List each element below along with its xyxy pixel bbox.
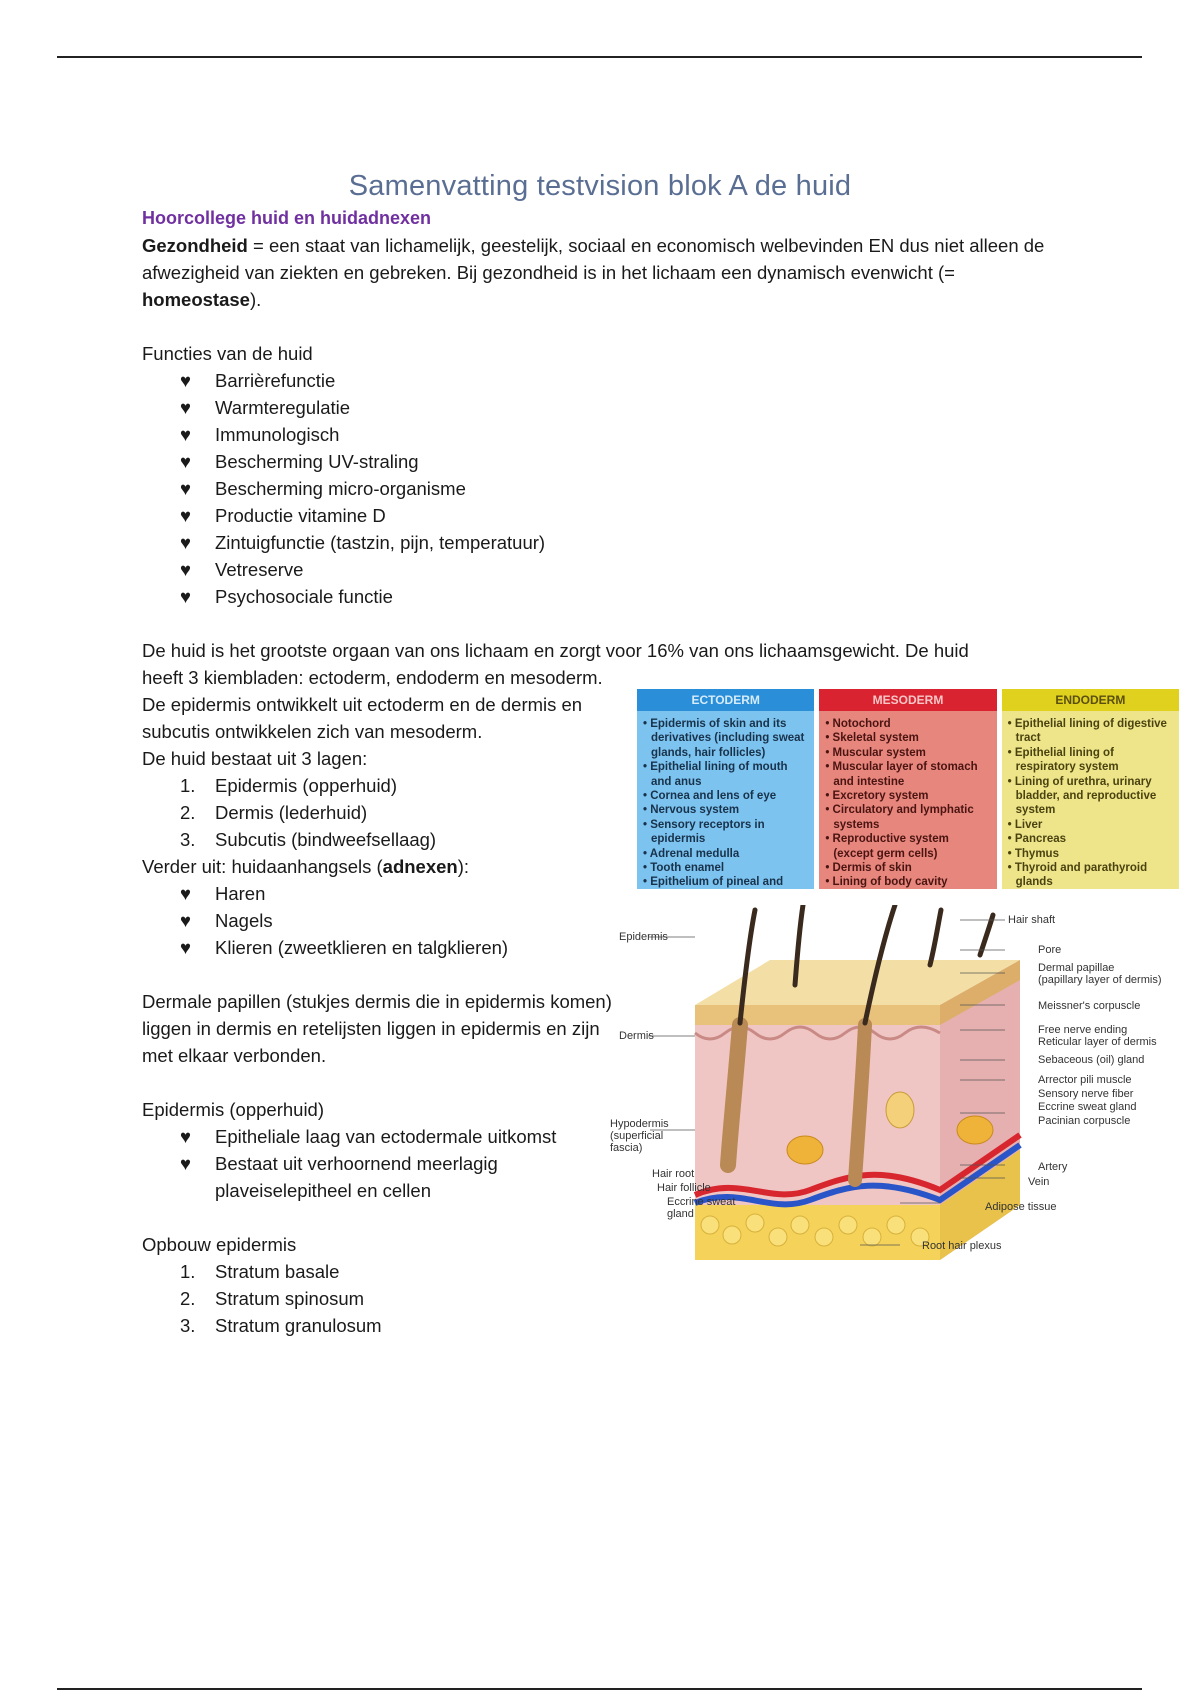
heart-bullet-icon: ♥: [180, 1126, 191, 1147]
functions-list: [142, 367, 1042, 610]
label-gland: gland: [667, 1208, 694, 1220]
label-epidermis: Epidermis: [619, 931, 668, 943]
heart-bullet-icon: ♥: [180, 937, 191, 958]
heart-bullet-icon: ♥: [180, 397, 191, 418]
list-item: 3. Subcutis (bindweefsellaag): [180, 829, 437, 850]
heart-bullet-icon: ♥: [180, 451, 191, 472]
germ-layer-table: [637, 689, 1179, 889]
list-item: ♥ Epitheliale laag van ectodermale uitkomst: [142, 1123, 612, 1150]
label-free-nerve: Free nerve ending: [1038, 1024, 1128, 1036]
heart-bullet-icon: ♥: [180, 478, 191, 499]
functions-heading: Functies van de huid: [142, 343, 313, 364]
layers-heading: De huid bestaat uit 3 lagen:: [142, 748, 368, 769]
ectoderm-items: • Epidermis of skin and its derivatives (including sweat glands, hair follicles) • Epithelial lining of mouth and anus • Cornea and lens of eye • Nervous system • Sensory receptors in epidermis • Adrenal medulla • Tooth enamel • Epithelium of pineal and: [637, 711, 814, 889]
list-item: 1. Stratum basale: [180, 1261, 340, 1282]
list-item: ♥ Zintuigfunctie (tastzin, pijn, temperatuur): [142, 529, 1042, 556]
adnex-heading: Verder uit: huidaanhangsels (adnexen):: [142, 856, 470, 877]
label-superficial: (superficial: [610, 1130, 664, 1142]
label-hypodermis: Hypodermis: [610, 1118, 669, 1130]
label-adipose: Adipose tissue: [985, 1201, 1057, 1213]
page-title: Samenvatting testvision blok A de huid: [348, 170, 852, 202]
ectoderm-header: ECTODERM: [637, 689, 814, 711]
list-item: ♥ Klieren (zweetklieren en talgklieren): [142, 934, 1042, 961]
opbouw-heading: Opbouw epidermis: [142, 1234, 297, 1255]
label-arrector: Arrector pili muscle: [1038, 1074, 1132, 1086]
list-item: ♥ Barrièrefunctie: [142, 367, 1042, 394]
epidermis-list: [142, 1123, 612, 1204]
intro-paragraph: [142, 232, 1047, 313]
label-dermis: Dermis: [619, 1030, 654, 1042]
endoderm-header: ENDODERM: [1002, 689, 1179, 711]
list-item: 3. Stratum granulosum: [180, 1315, 382, 1336]
heart-bullet-icon: ♥: [180, 424, 191, 445]
heart-bullet-icon: ♥: [180, 505, 191, 526]
label-papillary-layer: (papillary layer of dermis): [1038, 974, 1162, 986]
intro-text-end: ).: [249, 289, 262, 310]
list-item: ♥ Bestaat uit verhoornend meerlagig plaveiselepitheel en cellen: [142, 1150, 612, 1204]
mesoderm-items: • Notochord • Skeletal system • Muscular system • Muscular layer of stomach and intestine • Excretory system • Circulatory and lymphatic systems • Reproductive system (except germ cells) • Dermis of skin • Lining of body cavity: [819, 711, 996, 889]
label-artery: Artery: [1038, 1161, 1068, 1173]
ectoderm-column: [637, 689, 814, 889]
label-sensory-nerve: Sensory nerve fiber: [1038, 1088, 1134, 1100]
footer-rule: [57, 1688, 1142, 1690]
label-sebaceous: Sebaceous (oil) gland: [1038, 1054, 1145, 1066]
endoderm-column: [1002, 689, 1179, 889]
heart-bullet-icon: ♥: [180, 532, 191, 553]
epidermis-heading: Epidermis (opperhuid): [142, 1099, 325, 1120]
list-item: ♥ Psychosociale functie: [142, 583, 1042, 610]
mesoderm-column: [819, 689, 996, 889]
label-hair-follicle: Hair follicle: [657, 1182, 711, 1194]
heart-bullet-icon: ♥: [180, 883, 191, 904]
endoderm-items: • Epithelial lining of digestive tract • Epithelial lining of respiratory system • Lining of urethra, urinary bladder, and reproductive system • Liver • Pancreas • Thymus • Thyroid and parathyroid glands: [1002, 711, 1179, 889]
heart-bullet-icon: ♥: [180, 586, 191, 607]
heart-bullet-icon: ♥: [180, 910, 191, 931]
list-item: ♥ Bescherming UV-straling: [142, 448, 1042, 475]
label-pacinian: Pacinian corpuscle: [1038, 1115, 1131, 1127]
heart-bullet-icon: ♥: [180, 370, 191, 391]
heart-bullet-icon: ♥: [180, 1153, 191, 1174]
label-pore: Pore: [1038, 944, 1062, 956]
list-item: 1. Epidermis (opperhuid): [180, 775, 398, 796]
organ-line: De huid is het grootste orgaan van ons lichaam en zorgt voor 16% van ons lichaamsgewicht. De huid: [142, 640, 969, 661]
list-item: 2. Stratum spinosum: [180, 1288, 365, 1309]
header-rule: [57, 56, 1142, 58]
heart-bullet-icon: ♥: [180, 559, 191, 580]
list-item: ♥ Productie vitamine D: [142, 502, 1042, 529]
list-item: ♥ Bescherming micro-organisme: [142, 475, 1042, 502]
list-item: 2. Dermis (lederhuid): [180, 802, 368, 823]
organ-paragraph: heeft 3 kiembladen: ectoderm, endoderm en mesoderm. De epidermis ontwikkelt uit ectoderm en de dermis en subcutis ontwikkelen zich van mesoderm.: [142, 667, 603, 742]
list-item: ♥ Immunologisch: [142, 421, 1042, 448]
list-item: ♥ Haren: [142, 880, 1042, 907]
intro-text: = een staat van lichamelijk, geestelijk, sociaal en economisch welbevinden EN dus niet alleen de afwezigheid van ziekten en gebreken. Bij gezondheid is in het lichaam een dynamisch evenwicht (=: [142, 235, 1045, 283]
label-meissner: Meissner's corpuscle: [1038, 1000, 1141, 1012]
label-eccrine-sweat: Eccrine sweat: [667, 1196, 736, 1208]
label-fascia: fascia): [610, 1142, 643, 1154]
skin-diagram: [600, 905, 1190, 1315]
label-hair-shaft: Hair shaft: [1008, 914, 1056, 926]
label-reticular: Reticular layer of dermis: [1038, 1036, 1157, 1048]
term-gezondheid: Gezondheid: [142, 235, 248, 256]
label-root-hair-plexus: Root hair plexus: [922, 1240, 1002, 1252]
label-vein: Vein: [1028, 1176, 1050, 1188]
term-homeostase: homeostase: [142, 289, 250, 310]
section-heading: Hoorcollege huid en huidadnexen: [142, 208, 432, 228]
papillen-paragraph: Dermale papillen (stukjes dermis die in epidermis komen) liggen in dermis en retelijsten liggen in epidermis en zijn met elkaar verbonden.: [142, 991, 612, 1066]
list-item: ♥ Vetreserve: [142, 556, 1042, 583]
mesoderm-header: MESODERM: [819, 689, 996, 711]
list-item: ♥ Warmteregulatie: [142, 394, 1042, 421]
label-eccrine-gland: Eccrine sweat gland: [1038, 1101, 1137, 1113]
list-item: ♥ Nagels: [142, 907, 1042, 934]
label-hair-root: Hair root: [652, 1168, 695, 1180]
label-dermal-papillae: Dermal papillae: [1038, 962, 1115, 974]
